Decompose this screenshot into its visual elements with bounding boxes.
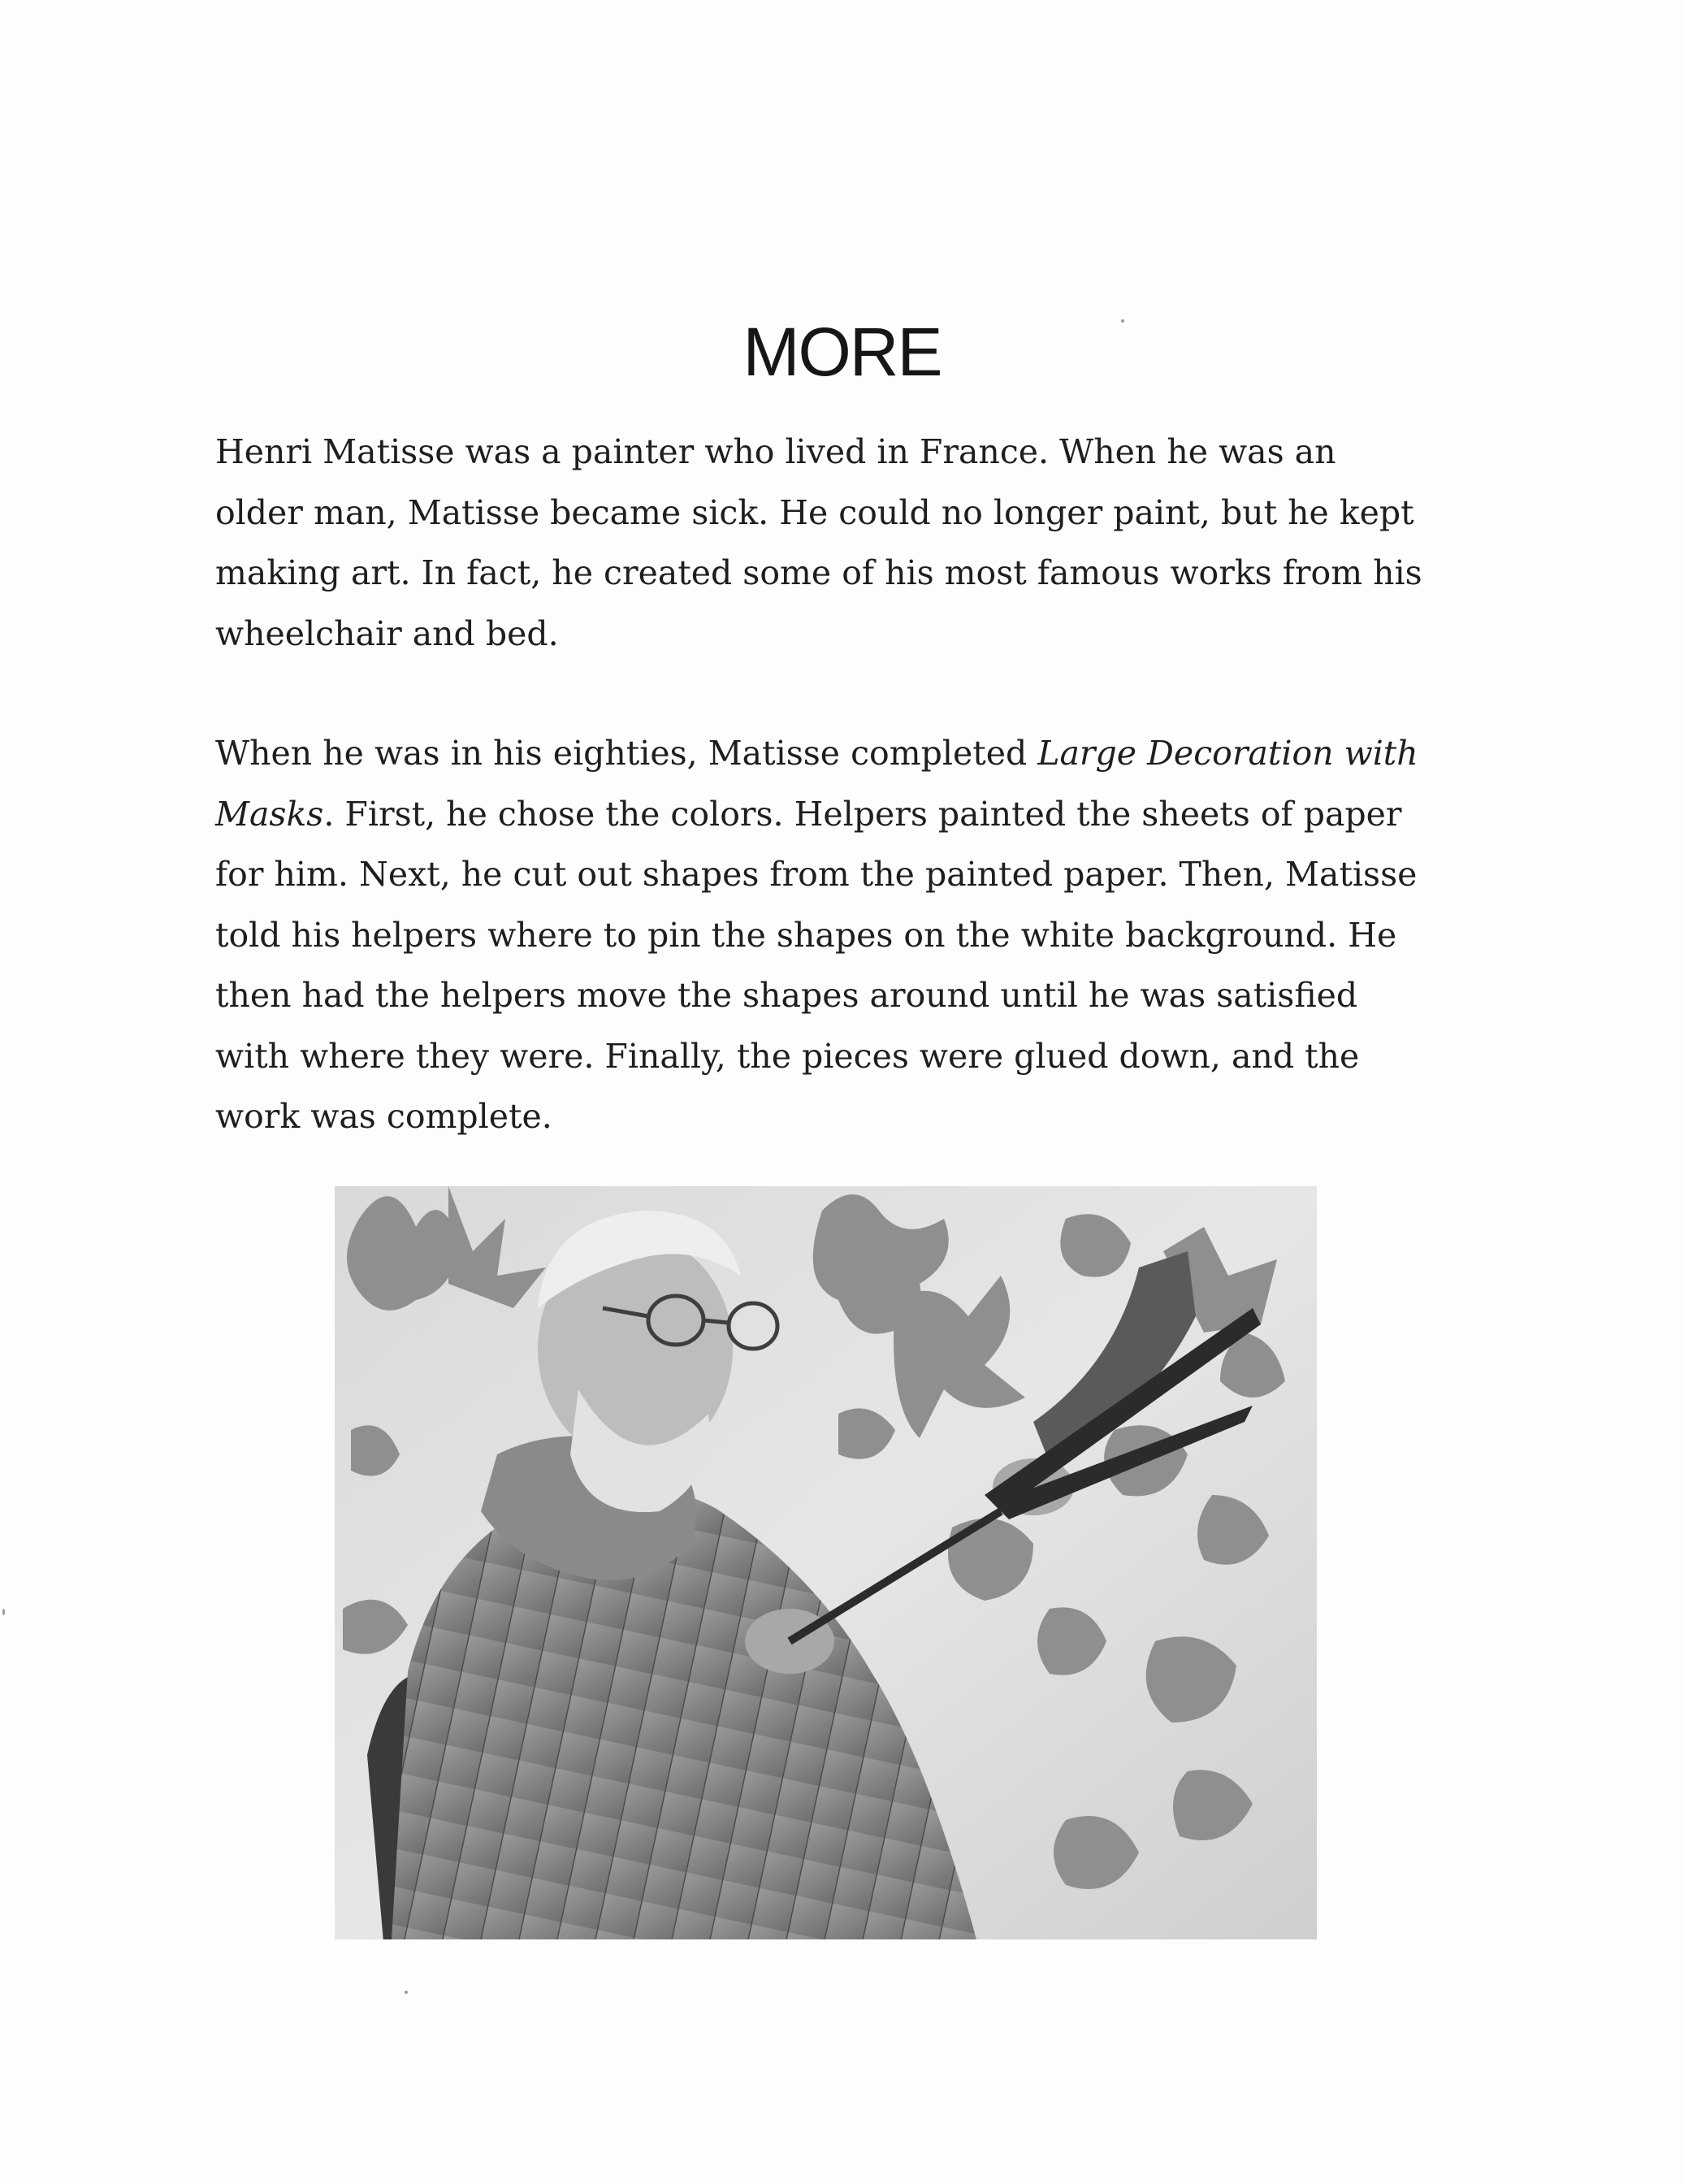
photo-illustration	[335, 1186, 1317, 1939]
paper-speck	[405, 1991, 408, 1994]
text-line	[215, 723, 1434, 784]
text-line: with where they were. Finally, the pieces were glued down, and the	[215, 1036, 1360, 1076]
text-run: . First, he chose the colors. Helpers painted the sheets of paper	[323, 794, 1402, 834]
artwork-title: Large Decoration with	[1037, 734, 1418, 773]
text-line: making art. In fact, he created some of his most famous works from his	[215, 553, 1422, 592]
matisse-photo	[335, 1186, 1317, 1939]
text-line: then had the helpers move the shapes around until he was satisfied	[215, 976, 1358, 1015]
artwork-title: Masks	[215, 794, 324, 834]
paragraph-intro	[215, 422, 1434, 664]
text-line: for him. Next, he cut out shapes from the painted paper. Then, Matisse	[215, 855, 1418, 894]
text-line: wheelchair and bed.	[215, 613, 559, 653]
page-heading: MORE	[742, 314, 942, 390]
text-line: older man, Matisse became sick. He could no longer paint, but he kept	[215, 492, 1414, 532]
text-line	[215, 784, 1434, 845]
paper-speck	[1121, 319, 1124, 323]
paragraph-process	[215, 723, 1434, 1147]
paper-speck	[2, 1609, 5, 1615]
text-line: told his helpers where to pin the shapes on the white background. He	[215, 915, 1397, 955]
text-run: When he was in his eighties, Matisse completed	[215, 734, 1038, 773]
text-line: work was complete.	[215, 1097, 552, 1136]
text-line: Henri Matisse was a painter who lived in France. When he was an	[215, 432, 1336, 471]
